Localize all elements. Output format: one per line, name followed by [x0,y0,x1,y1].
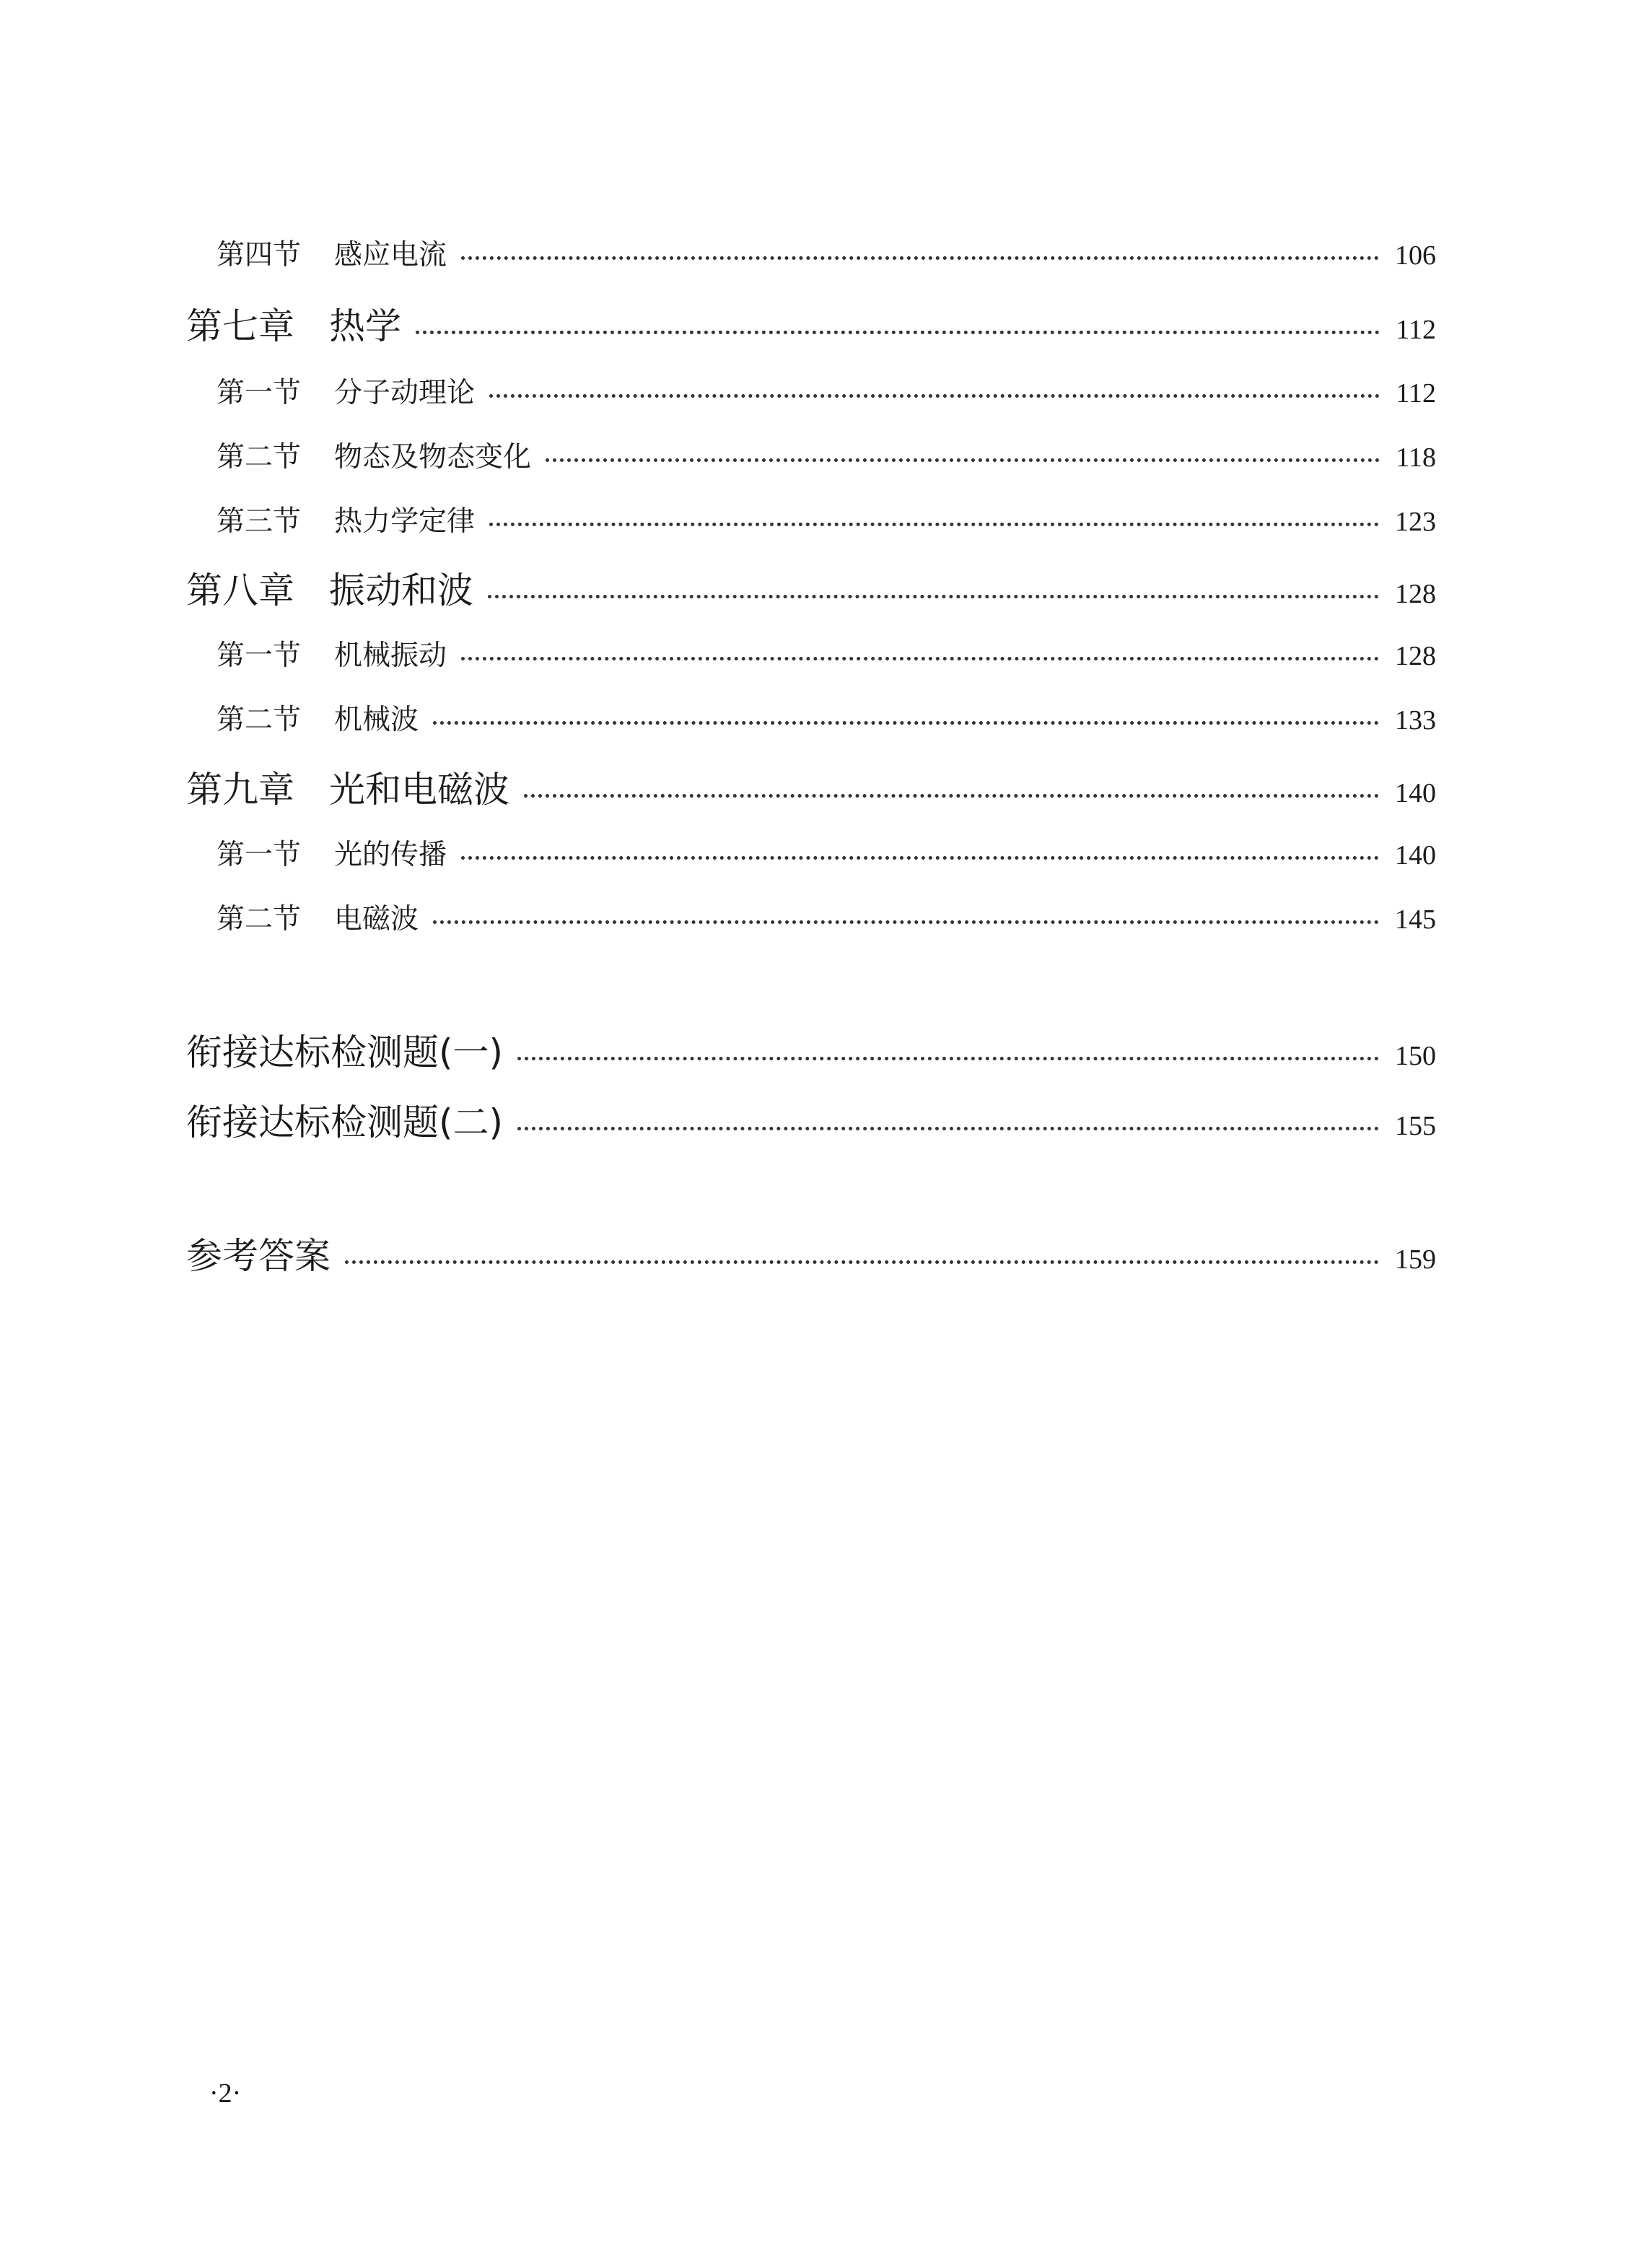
entry-title [216,897,419,937]
page-number: 150 [1395,1041,1436,1071]
section-number: 第四节 [216,239,302,271]
page-number: 128 [1395,579,1436,609]
dot-leader [416,331,1380,334]
toc-entry-chapter[interactable] [186,562,1436,614]
section-name: 光的传播 [334,839,447,871]
dot-leader [517,1127,1379,1130]
toc-entry-section[interactable] [216,832,1436,873]
page-number: 140 [1395,840,1436,871]
page-number: 145 [1395,904,1436,935]
toc-entry-test[interactable] [186,1094,1436,1146]
entry-title [216,370,475,411]
section-name: 机械波 [334,704,419,736]
section-name: 电磁波 [334,903,419,935]
toc-entry-section[interactable] [216,633,1436,673]
dot-leader [461,657,1379,660]
toc-entry-section[interactable] [216,370,1436,411]
dot-leader [461,856,1379,860]
entry-title [216,232,447,273]
chapter-name: 光和电磁波 [329,769,509,811]
toc-entry-section[interactable] [216,499,1436,539]
page-number: 133 [1395,705,1436,736]
toc-entry-section[interactable] [216,232,1436,273]
chapter-number: 第八章 [186,570,294,611]
chapter-name: 热学 [329,305,401,347]
entry-title [216,633,447,673]
page-number: 155 [1395,1111,1436,1141]
entry-title [216,832,447,873]
chapter-number: 第九章 [186,769,294,811]
page-folio: ·2· [209,2078,242,2108]
section-name: 热力学定律 [334,505,476,538]
section-number: 第二节 [216,441,302,474]
dot-leader [345,1260,1379,1264]
toc-entry-section[interactable] [216,697,1436,738]
toc-entry-section[interactable] [216,435,1436,475]
entry-title [216,499,475,539]
chapter-name: 振动和波 [329,570,473,611]
entry-title [186,297,401,349]
dot-leader [489,394,1380,398]
dot-leader [433,721,1379,725]
entry-title: 参考答案 [186,1235,331,1277]
page-number: 112 [1396,315,1436,345]
page-number: 159 [1395,1244,1436,1275]
dot-leader [517,1057,1379,1060]
page-number: 128 [1395,641,1436,671]
entry-title [216,435,531,475]
dot-leader [524,794,1379,798]
section-number: 第一节 [216,377,302,409]
entry-title: 衔接达标检测题(一) [186,1031,504,1073]
entry-title [186,761,509,813]
page-number: 106 [1395,240,1436,271]
section-name: 物态及物态变化 [334,441,532,474]
page-number: 118 [1396,442,1436,473]
chapter-number: 第七章 [186,305,294,347]
section-number: 第二节 [216,704,302,736]
toc-entry-answers[interactable] [186,1227,1436,1279]
dot-leader [488,595,1379,598]
toc-entry-chapter[interactable] [186,761,1436,813]
entry-title: 衔接达标检测题(二) [186,1102,504,1143]
entry-title [186,562,473,614]
dot-leader [489,523,1379,526]
section-number: 第三节 [216,505,302,538]
entry-title [216,697,419,738]
section-name: 感应电流 [334,239,447,271]
section-number: 第一节 [216,640,302,672]
dot-leader [461,256,1379,260]
dot-leader [546,458,1380,462]
toc-entry-chapter[interactable] [186,297,1436,349]
section-number: 第一节 [216,839,302,871]
section-name: 分子动理论 [334,377,476,409]
toc-entry-test[interactable] [186,1024,1436,1076]
page-number: 140 [1395,778,1436,808]
section-name: 机械振动 [334,640,447,672]
section-number: 第二节 [216,903,302,935]
toc-entry-section[interactable] [216,897,1436,937]
page-number: 112 [1396,378,1436,409]
page-number: 123 [1395,507,1436,537]
dot-leader [433,920,1379,924]
